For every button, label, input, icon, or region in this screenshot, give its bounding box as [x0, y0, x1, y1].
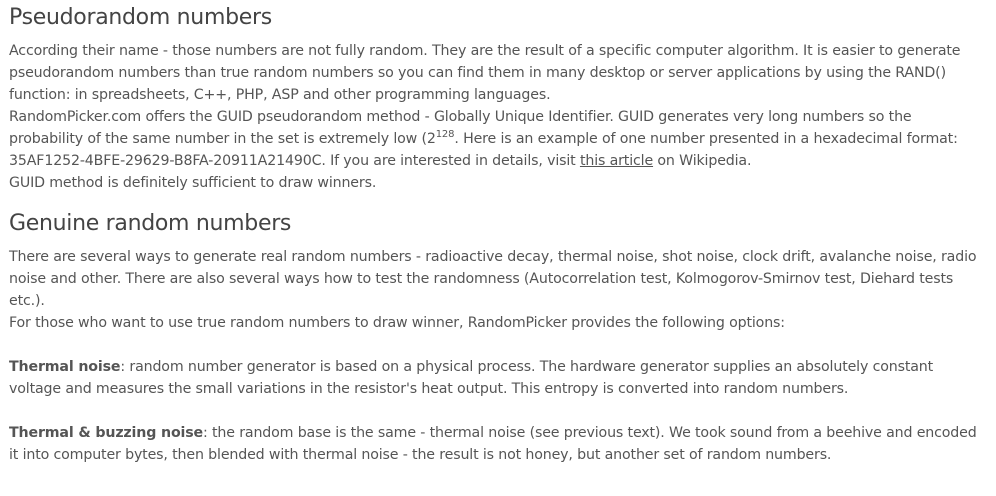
guid-text-end: on Wikipedia.: [653, 153, 752, 169]
buzzing-noise-label: Thermal & buzzing noise: [9, 425, 204, 441]
genuine-paragraph-1: There are several ways to generate real random numbers - radioactive decay, thermal noise, shot noise, clock drift, avalanche noise, radio noise and other. There are also several ways how to test the randomness (Autocorrelation test, Kolmogorov-Smirnov test, Diehard tests etc.).: [9, 249, 977, 309]
thermal-noise-paragraph: [9, 356, 986, 400]
exponent: 128: [435, 129, 455, 140]
genuine-heading: Genuine random numbers: [9, 211, 292, 236]
thermal-noise-text: : random number generator is based on a physical process. The hardware generator supplies an absolutely constant voltage and measures the small variations in the resistor's heat output. This entropy is converted into random numbers.: [9, 359, 934, 397]
buzzing-noise-text: : the random base is the same - thermal noise (see previous text). We took sound from a beehive and encoded it into computer bytes, then blended with thermal noise - the result is not honey, but another set of random numbers.: [9, 425, 977, 463]
guid-text-middle: . Here is an example of one number presented in a hexadecimal format: 35AF1252-4BFE-29629-B8FA-20911A21490C. If you are interested in details, visit: [9, 131, 958, 169]
guid-text-start: RandomPicker.com offers the GUID pseudorandom method - Globally Unique Identifier. GUID generates very long numbers so the probability of the same number in the set is extremely low (2: [9, 109, 912, 147]
pseudorandom-paragraph-1: According their name - those numbers are not fully random. They are the result of a specific computer algorithm. It is easier to generate pseudorandom numbers than true random numbers so you can find them in many desktop or server applications by using the RAND() function: in spreadsheets, C++, PHP, ASP and other programming languages.: [9, 43, 961, 103]
pseudorandom-paragraph-3: GUID method is definitely sufficient to draw winners.: [9, 175, 377, 191]
wikipedia-article-link[interactable]: this article: [579, 153, 654, 169]
genuine-paragraph-2: For those who want to use true random numbers to draw winner, RandomPicker provides the following options:: [9, 315, 785, 331]
thermal-noise-label: Thermal noise: [9, 359, 121, 375]
buzzing-noise-paragraph: [9, 422, 986, 466]
pseudorandom-paragraph-2: [9, 106, 986, 172]
pseudorandom-heading: Pseudorandom numbers: [9, 5, 272, 30]
